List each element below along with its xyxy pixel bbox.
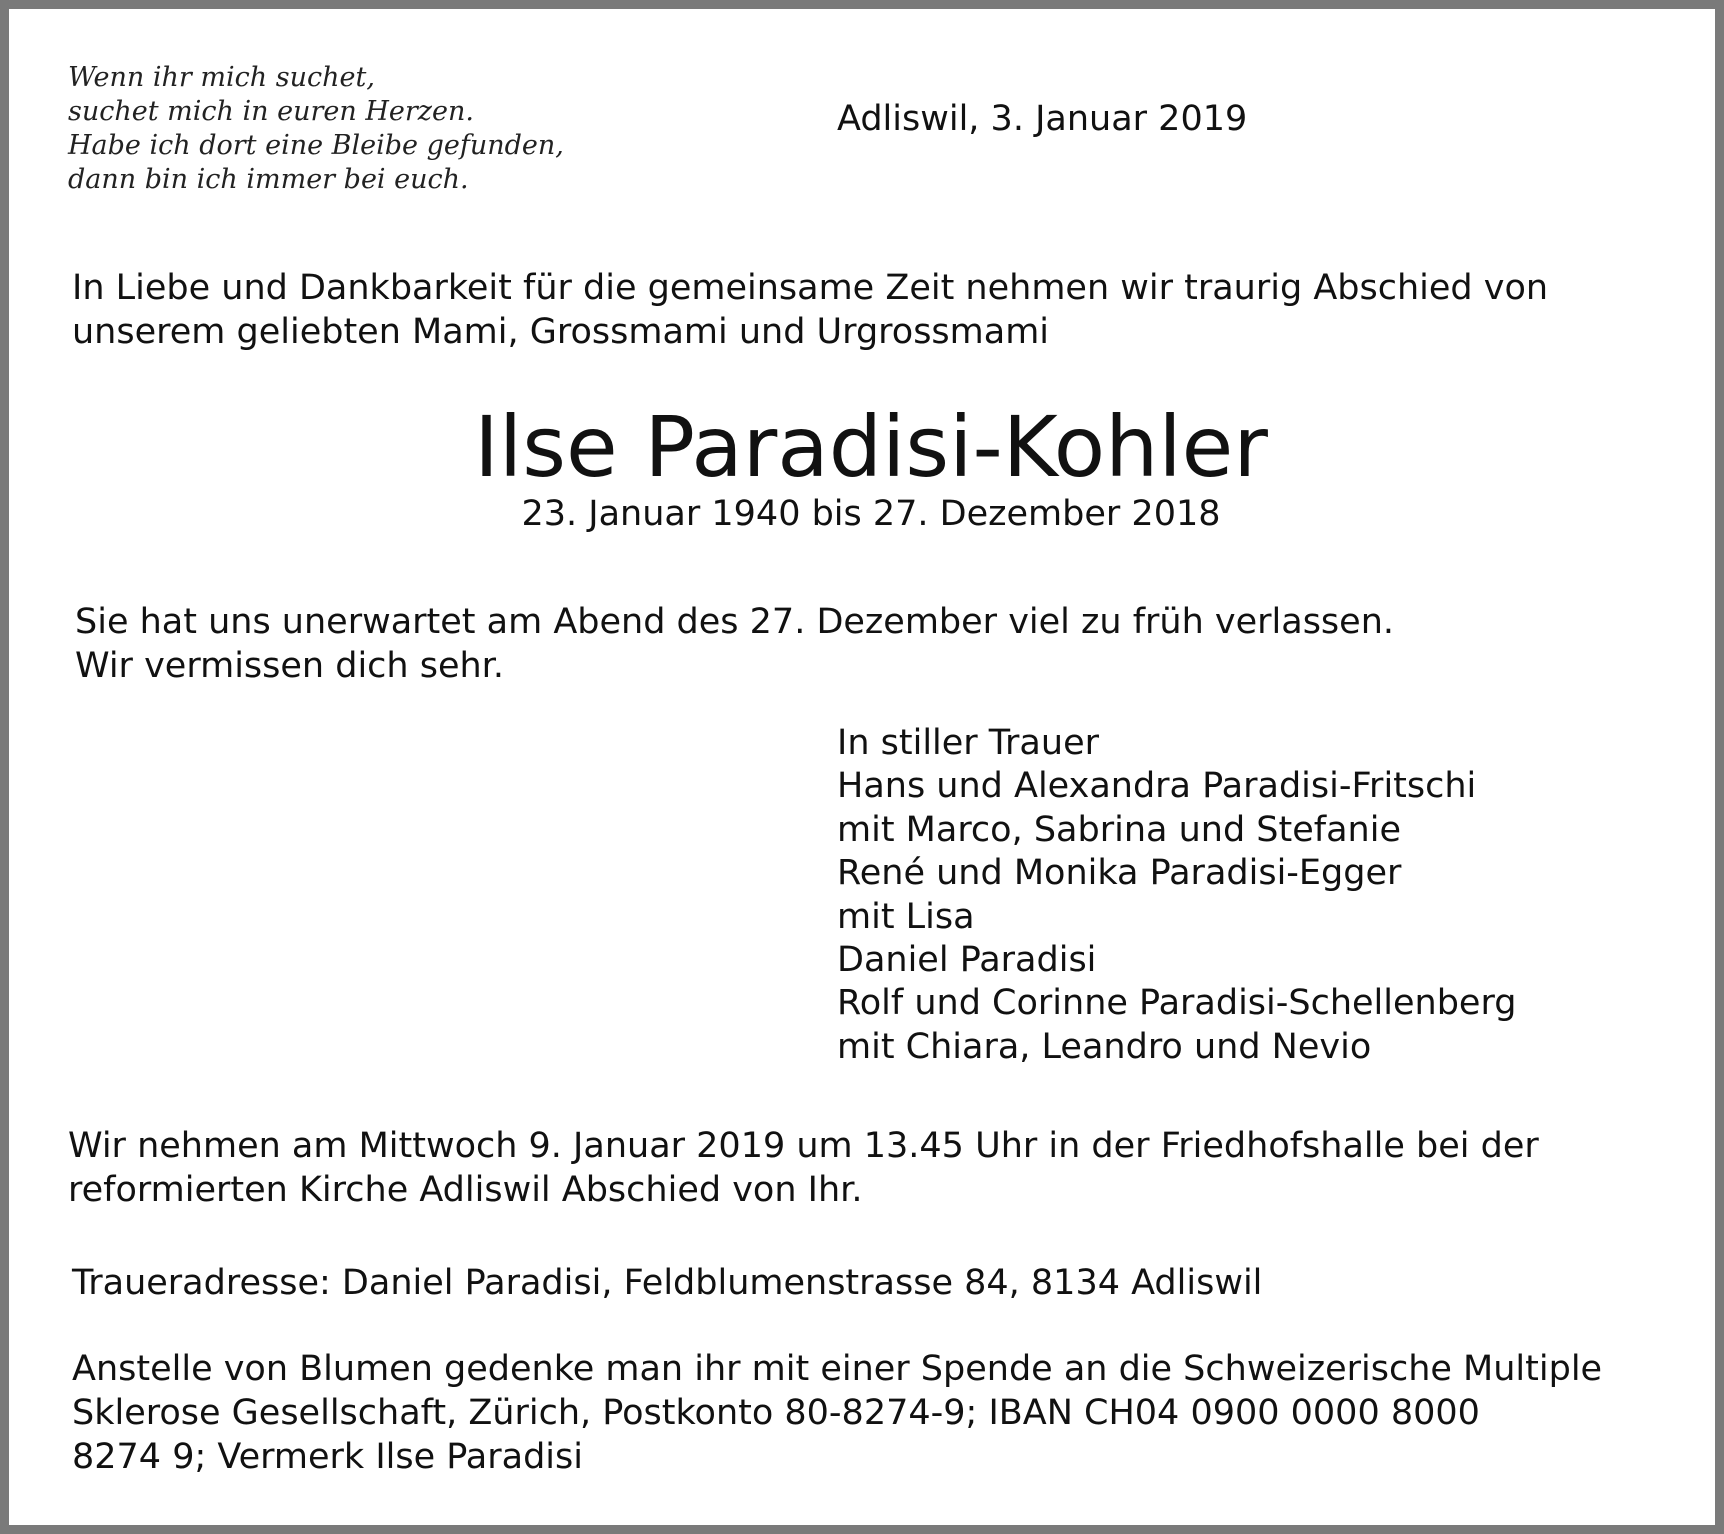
place-date: Adliswil, 3. Januar 2019 [837,99,1248,139]
poem-line: Wenn ihr mich suchet, [68,62,375,93]
life-dates: 23. Januar 1940 bis 27. Dezember 2018 [521,494,1221,534]
message-text [75,600,1394,688]
mourner-line: mit Chiara, Leandro und Nevio [837,1026,1372,1067]
poem-line: suchet mich in euren Herzen. [68,96,474,127]
mourner-line: Hans und Alexandra Paradisi-Fritschi [837,766,1477,807]
ceremony-text [68,1124,1539,1212]
mourner-line: Rolf und Corinne Paradisi-Schellenberg [837,983,1517,1024]
poem [68,61,564,197]
mourning-address: Traueradresse: Daniel Paradisi, Feldblumenstrasse 84, 8134 Adliswil [72,1263,1263,1303]
message-line: Sie hat uns unerwartet am Abend des 27. Dezember viel zu früh verlassen. [75,602,1395,642]
intro-text [72,266,1548,354]
mourner-line: René und Monika Paradisi-Egger [837,853,1402,894]
mourner-line: mit Lisa [837,896,975,937]
intro-line: In Liebe und Dankbarkeit für die gemeinsame Zeit nehmen wir traurig Abschied von [72,268,1549,308]
mourners-list [837,722,1516,1069]
donation-line: 8274 9; Vermerk Ilse Paradisi [72,1437,583,1477]
message-line: Wir vermissen dich sehr. [75,646,504,686]
mourners-heading: In stiller Trauer [837,723,1099,763]
donation-text [72,1347,1602,1479]
poem-line: dann bin ich immer bei euch. [68,164,469,195]
intro-line: unserem geliebten Mami, Grossmami und Urgrossmami [72,312,1050,352]
donation-line: Sklerose Gesellschaft, Zürich, Postkonto 80-8274-9; IBAN CH04 0900 0000 8000 [72,1393,1480,1433]
ceremony-line: reformierten Kirche Adliswil Abschied von Ihr. [68,1170,863,1210]
mourner-line: mit Marco, Sabrina und Stefanie [837,809,1401,850]
mourner-line: Daniel Paradisi [837,940,1097,981]
ceremony-line: Wir nehmen am Mittwoch 9. Januar 2019 um 13.45 Uhr in der Friedhofshalle bei der [68,1126,1539,1166]
poem-line: Habe ich dort eine Bleibe gefunden, [68,130,564,161]
deceased-name: Ilse Paradisi-Kohler [474,398,1268,496]
donation-line: Anstelle von Blumen gedenke man ihr mit einer Spende an die Schweizerische Multiple [72,1349,1603,1389]
